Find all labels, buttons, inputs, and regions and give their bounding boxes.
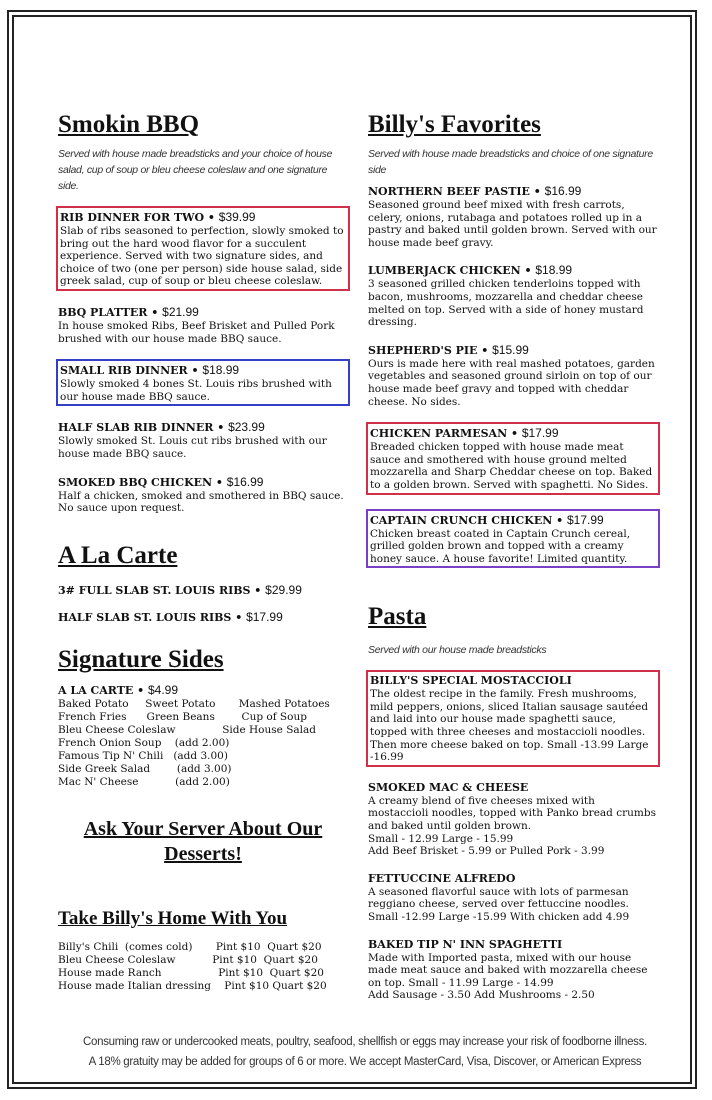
item-name: 3# FULL SLAB ST. LOUIS RIBS <box>58 583 251 597</box>
right-column <box>368 110 658 1016</box>
menu-item-baked-spaghetti[interactable] <box>368 938 658 1002</box>
item-price: $18.99 <box>535 263 573 278</box>
item-name: HALF SLAB RIB DINNER <box>58 421 214 435</box>
section-title-signature-sides: Signature Sides <box>58 645 224 673</box>
item-name: BILLY'S SPECIAL MOSTACCIOLI <box>370 674 572 688</box>
item-name: HALF SLAB ST. LOUIS RIBS <box>58 610 232 624</box>
sides-line: Side Greek Salad (add 3.00) <box>58 762 232 775</box>
item-price-line: Small - 12.99 Large - 15.99 <box>368 832 514 845</box>
item-name: SMALL RIB DINNER <box>60 364 188 378</box>
item-description: Ours is made here with real mashed potatoes, garden vegetables and seasoned ground sirloin on top of our house made beef gravy and topped with cheddar cheese. No sides. <box>368 357 655 408</box>
item-name: BBQ PLATTER <box>58 305 148 319</box>
item-description: In house smoked Ribs, Beef Brisket and Pulled Pork brushed with our house made BBQ sauce. <box>58 319 335 345</box>
takehome-line: Bleu Cheese Coleslaw Pint $10 Quart $20 <box>58 953 318 966</box>
sides-line: Bleu Cheese Coleslaw Side House Salad <box>58 723 316 736</box>
menu-item-billys-special-mostaccioli[interactable] <box>366 670 660 767</box>
item-price: $4.99 <box>147 682 179 697</box>
item-description: 3 seasoned grilled chicken tenderloins topped with bacon, mushrooms, mozzarella and cheddar cheese melted on top. Served with a side of honey mustard dressing. <box>368 278 644 329</box>
item-description: Seasoned ground beef mixed with fresh carrots, celery, onions, rutabaga and potatoes rolled up in a pastry and baked until golden brown. Served with our house made beef gravy. <box>368 199 657 249</box>
sides-line: French Onion Soup (add 2.00) <box>58 736 230 749</box>
item-name: CHICKEN PARMESAN <box>370 427 508 441</box>
item-price: $23.99 <box>228 420 265 435</box>
bbq-subtitle: Served with house made breadsticks and your choice of house salad, cup of soup or bleu cheese coleslaw and one signature side. <box>58 148 333 192</box>
section-title-take-home: Take Billy's Home With You <box>58 907 288 929</box>
footer-payment-notice: A 18% gratuity may be added for groups of 6 or more. We accept MasterCard, Visa, Discover, or American Express <box>88 1056 642 1068</box>
pasta-subtitle: Served with our house made breadsticks <box>368 644 547 657</box>
item-name: BAKED TIP N' INN SPAGHETTI <box>368 937 563 951</box>
menu-item-northern-beef-pastie[interactable]: NORTHERN BEEF PASTIE • $16.99 Seasoned ground beef mixed with fresh carrots, celery, onions, rutabaga and potatoes rolled up in a pastry and baked until golden brown. Served with our house made beef gravy. <box>368 184 657 249</box>
menu-item-smoked-mac-and-cheese[interactable] <box>368 781 658 858</box>
item-price: $18.99 <box>202 363 240 378</box>
menu-item-half-slab-rib-dinner[interactable]: HALF SLAB RIB DINNER • $23.99 Slowly smoked St. Louis cut ribs brushed with our house made BBQ sauce. <box>58 420 348 460</box>
takehome-line: House made Italian dressing Pint $10 Quart $20 <box>58 979 327 992</box>
item-name: A LA CARTE <box>58 683 134 697</box>
item-description: A creamy blend of five cheeses mixed with mostaccioli noodles, topped with Panko bread crumbs and baked until golden brown. <box>368 794 656 833</box>
item-price: $39.99 <box>218 210 256 224</box>
item-name: NORTHERN BEEF PASTIE <box>368 185 530 198</box>
menu-item-smoked-bbq-chicken[interactable]: SMOKED BBQ CHICKEN • $16.99 Half a chicken, smoked and smothered in BBQ sauce. No sauce upon request. <box>58 475 348 515</box>
item-price: $29.99 <box>265 582 302 597</box>
favorites-subtitle: Served with house made breadsticks and choice of one signature side <box>368 148 653 176</box>
item-description: A seasoned flavorful sauce with lots of parmesan reggiano cheese, served over fettuccine noodles. Small -12.99 Large -15.99 With chicken add 4.99 <box>368 885 630 923</box>
item-name: RIB DINNER FOR TWO <box>60 211 205 224</box>
item-addon-line: Add Sausage - 3.50 Add Mushrooms - 2.50 <box>368 989 595 1002</box>
item-description: Half a chicken, smoked and smothered in BBQ sauce. No sauce upon request. <box>58 489 344 515</box>
item-description: Breaded chicken topped with house made meat sauce and smothered with house ground melted mozzarella and Sharp Cheddar cheese on top. Baked to a golden brown. Served with spaghetti. No Sides. <box>370 441 653 491</box>
item-name: SMOKED BBQ CHICKEN <box>58 475 213 489</box>
section-title-a-la-carte: A La Carte <box>58 541 178 569</box>
item-name: SMOKED MAC & CHEESE <box>368 780 529 794</box>
item-description: Chicken breast coated in Captain Crunch cereal, grilled golden brown and topped with a creamy honey sauce. A house favorite! Limited quantity. <box>370 527 631 565</box>
section-title-smokin-bbq: Smokin BBQ <box>58 111 200 138</box>
dessert-notice: Ask Your Server About Our Desserts! <box>83 817 323 865</box>
item-price: $16.99 <box>544 184 582 198</box>
left-column <box>58 110 348 993</box>
item-price: $17.99 <box>246 609 283 624</box>
menu-item-captain-crunch-chicken[interactable]: CAPTAIN CRUNCH CHICKEN • $17.99 Chicken breast coated in Captain Crunch cereal, grilled golden brown and topped with a creamy honey sauce. A house favorite! Limited quantity. <box>366 509 660 569</box>
item-price: $17.99 <box>566 512 604 527</box>
item-description: The oldest recipe in the family. Fresh mushrooms, mild peppers, onions, sliced Italian sausage sautéed and laid into our house made spaghetti sauce, topped with three cheeses and mostaccioli noodles. Then more cheese baked on top. Small -13.99 Large -16.99 <box>370 688 649 764</box>
menu-item-full-slab-ribs[interactable]: 3# FULL SLAB ST. LOUIS RIBS • $29.99 <box>58 582 302 597</box>
item-price: $17.99 <box>521 426 559 441</box>
item-name: CAPTAIN CRUNCH CHICKEN <box>370 513 553 527</box>
footer-disclaimer: Consuming raw or undercooked meats, poultry, seafood, shellfish or eggs may increase your risk of foodborne illness. <box>83 1036 647 1048</box>
item-description: Slowly smoked 4 bones St. Louis ribs brushed with our house made BBQ sauce. <box>60 378 332 403</box>
menu-item-rib-dinner-for-two[interactable]: RIB DINNER FOR TWO • $39.99 Slab of ribs seasoned to perfection, slowly smoked to bring out the hard wood flavor for a succulent experience. Served with two signature sides, and choice of two (one per person) side house salad, side greek salad, cup of soup or bleu cheese coleslaw. <box>56 206 350 291</box>
item-description: Slab of ribs seasoned to perfection, slowly smoked to bring out the hard wood flavor for a succulent experience. Served with two signature sides, and choice of two (one per person) side house salad, side greek salad, cup of soup or bleu cheese coleslaw. <box>60 225 344 288</box>
menu-item-small-rib-dinner[interactable]: SMALL RIB DINNER • $18.99 Slowly smoked 4 bones St. Louis ribs brushed with our house made BBQ sauce. <box>56 359 350 406</box>
menu-item-chicken-parmesan[interactable]: CHICKEN PARMESAN • $17.99 Breaded chicken topped with house made meat sauce and smothered with house ground melted mozzarella and Sharp Cheddar cheese on top. Baked to a golden brown. Served with spaghetti. No Sides. <box>366 422 660 494</box>
section-title-billys-favorites: Billy's Favorites <box>368 111 541 138</box>
section-title-pasta: Pasta <box>368 603 427 631</box>
item-description: Slowly smoked St. Louis cut ribs brushed with our house made BBQ sauce. <box>58 435 327 460</box>
menu-item-shepherds-pie[interactable]: SHEPHERD'S PIE • $15.99 Ours is made here with real mashed potatoes, garden vegetables and seasoned ground sirloin on top of our house made beef gravy and topped with cheddar cheese. No sides. <box>368 343 658 408</box>
takehome-line: Billy's Chili (comes cold) Pint $10 Quart $20 <box>58 940 322 953</box>
sides-line: Famous Tip N' Chili (add 3.00) <box>58 749 228 762</box>
item-price: $15.99 <box>492 342 529 357</box>
sides-line: Baked Potato Sweet Potato Mashed Potatoes <box>58 697 330 710</box>
menu-item-lumberjack-chicken[interactable]: LUMBERJACK CHICKEN • $18.99 3 seasoned grilled chicken tenderloins topped with bacon, mushrooms, mozzarella and cheddar cheese melted on top. Served with a side of honey mustard dressing. <box>368 263 658 328</box>
item-price: $21.99 <box>162 304 199 319</box>
sides-line: French Fries Green Beans Cup of Soup <box>58 710 307 723</box>
takehome-line: House made Ranch Pint $10 Quart $20 <box>58 966 324 979</box>
menu-item-half-slab-ribs[interactable]: HALF SLAB ST. LOUIS RIBS • $17.99 <box>58 609 283 624</box>
item-addon-line: Add Beef Brisket - 5.99 or Pulled Pork - 3.99 <box>368 845 605 858</box>
item-name: FETTUCCINE ALFREDO <box>368 871 516 885</box>
item-name: SHEPHERD'S PIE <box>368 343 478 357</box>
item-name: LUMBERJACK CHICKEN <box>368 264 521 278</box>
menu-item-fettuccine-alfredo[interactable] <box>368 872 658 924</box>
sides-a-la-carte-header: A LA CARTE • $4.99 <box>58 682 179 697</box>
item-price: $16.99 <box>226 474 264 489</box>
menu-item-bbq-platter[interactable]: BBQ PLATTER • $21.99 In house smoked Ribs, Beef Brisket and Pulled Pork brushed with our house made BBQ sauce. <box>58 305 348 345</box>
sides-line: Mac N' Cheese (add 2.00) <box>58 775 230 788</box>
item-description: Made with Imported pasta, mixed with our house made meat sauce and baked with mozzarella cheese on top. Small - 11.99 Large - 14.99 <box>368 951 648 989</box>
